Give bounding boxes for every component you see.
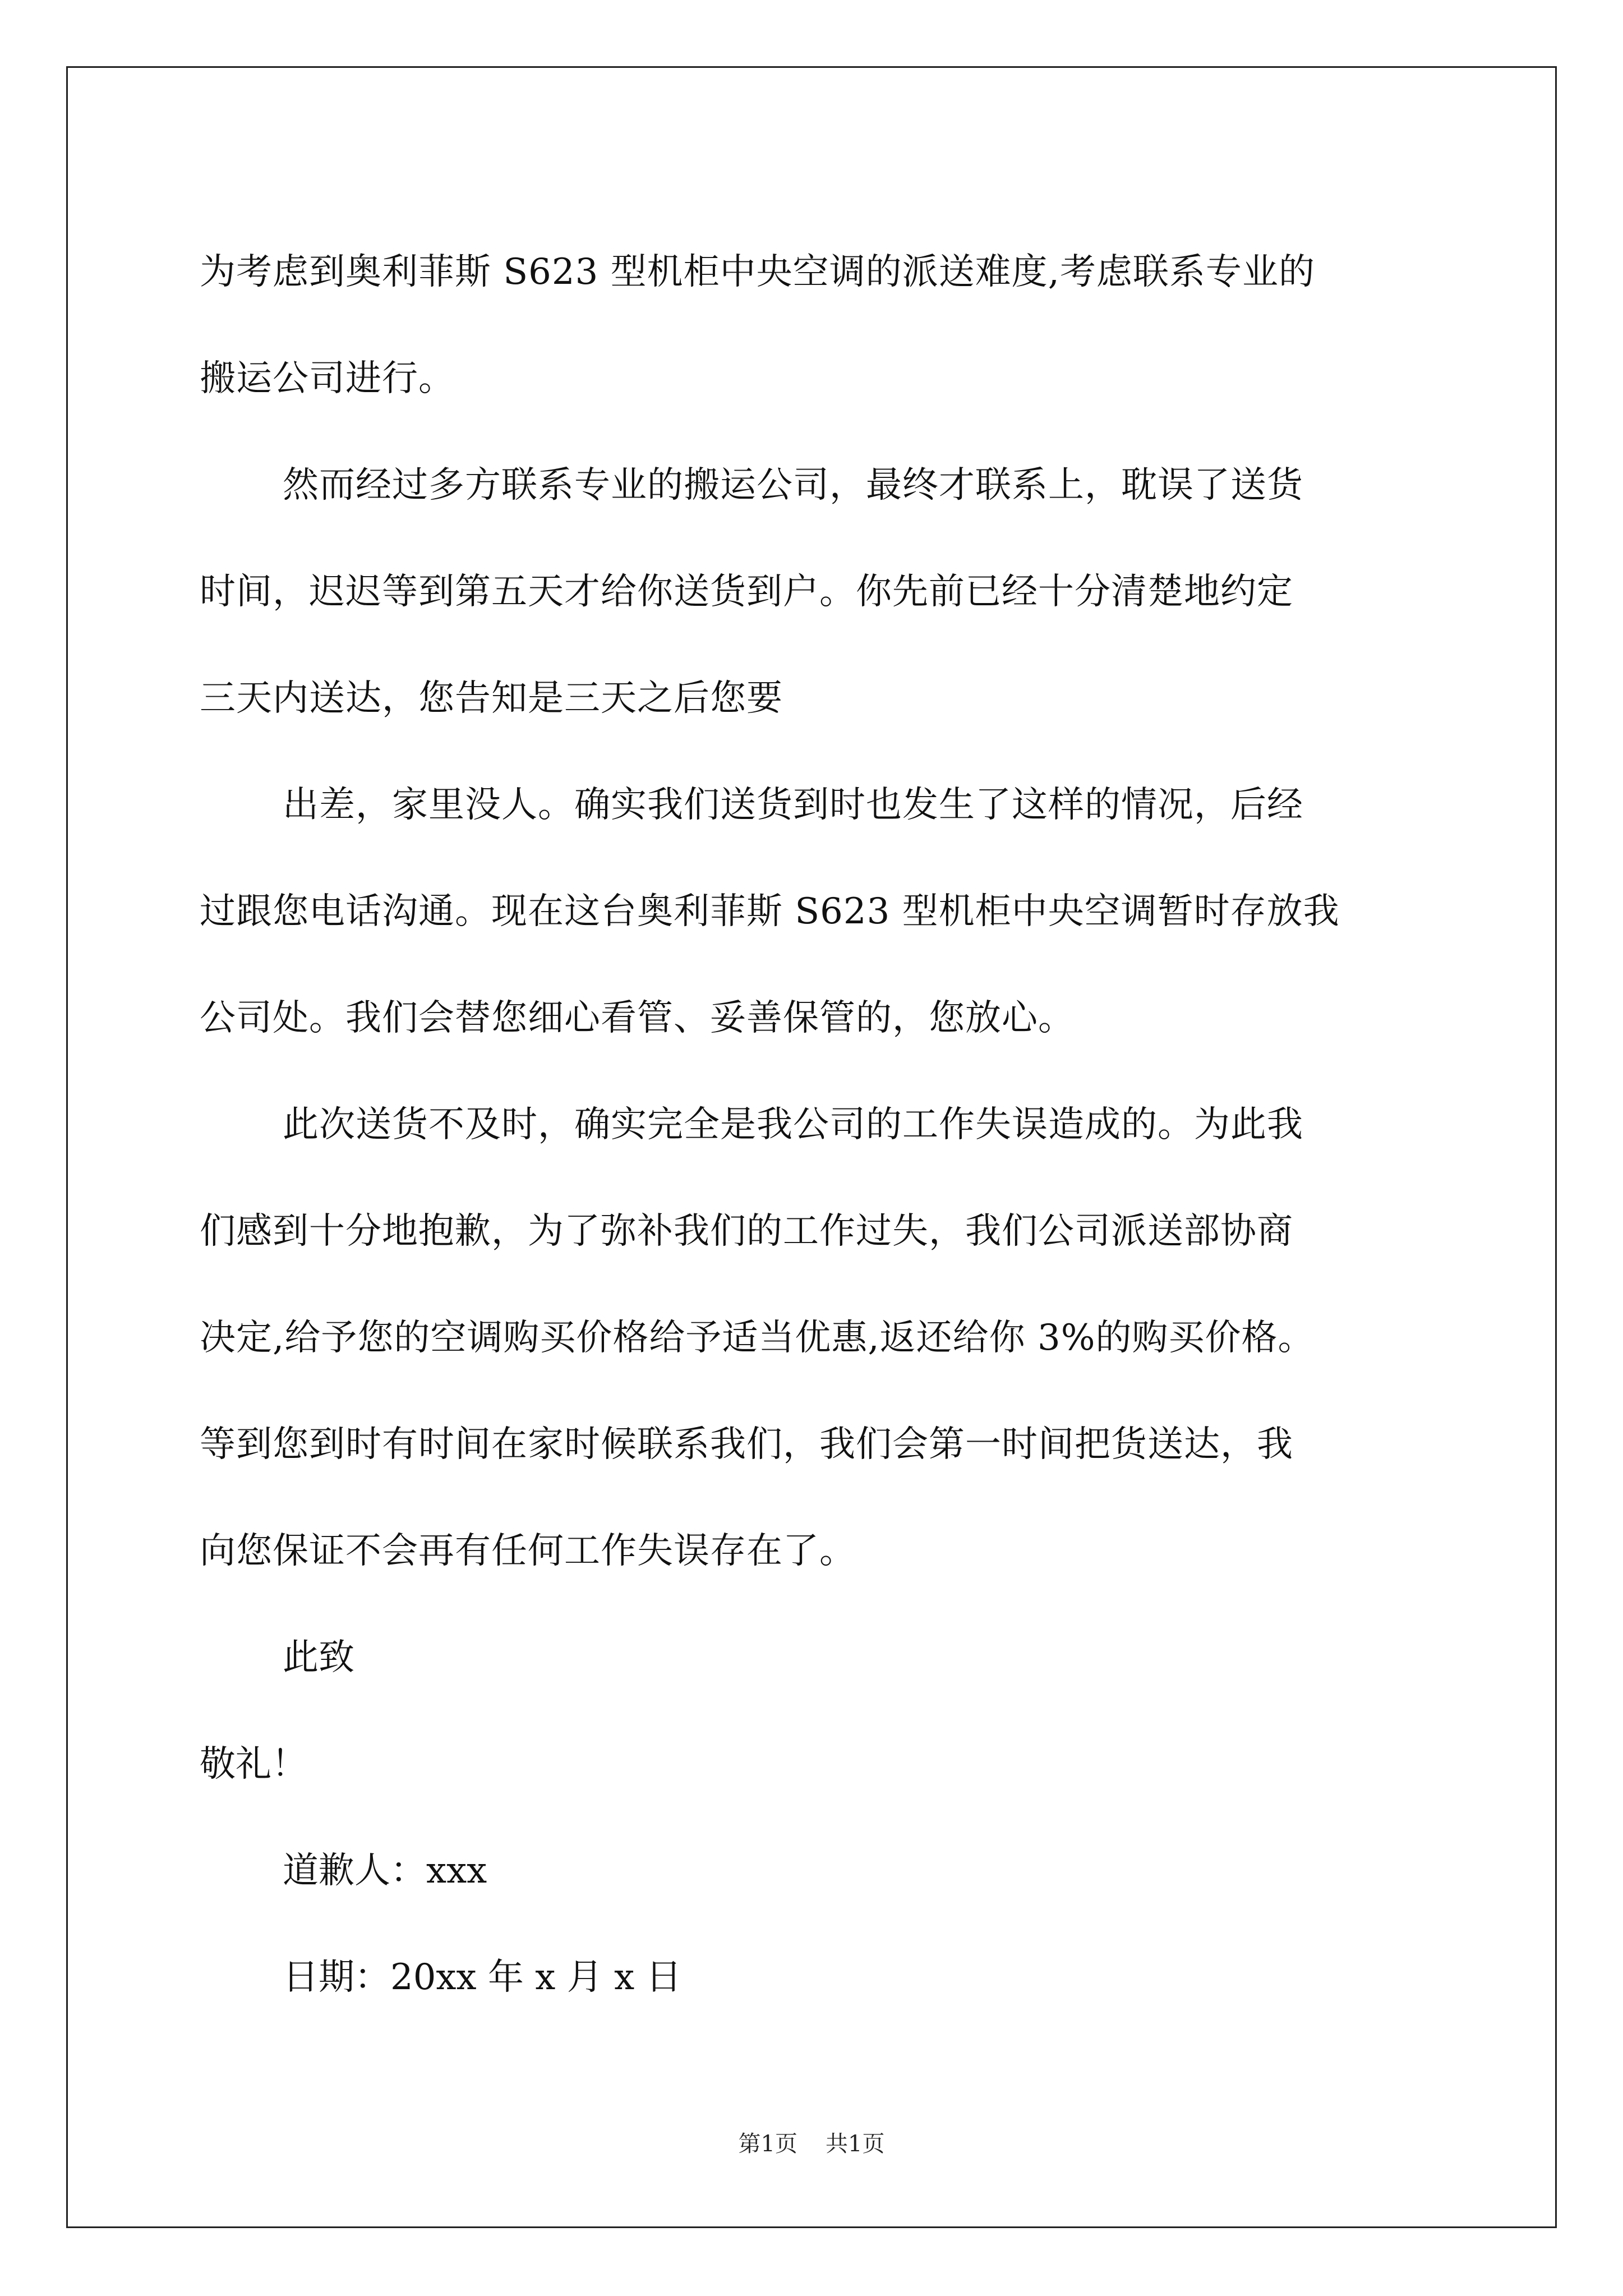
paragraph-1 (200, 219, 1433, 432)
paragraph-line: 们感到十分地抱歉，为了弥补我们的工作过失，我们公司派送部协商 (200, 1211, 1293, 1252)
paragraph-line: 出差，家里没人。确实我们送货到时也发生了这样的情况，后经 (283, 784, 1303, 826)
paragraph-line: 然而经过多方联系专业的搬运公司，最终才联系上，耽误了送货 (283, 464, 1303, 506)
page-footer (0, 2126, 1623, 2158)
regards: 敬礼！ (200, 1743, 307, 1785)
paragraph-line: 过跟您电话沟通。现在这台奥利菲斯 S623 型机柜中央空调暂时存放我 (200, 891, 1340, 932)
page-total: 共1页 (826, 2131, 885, 2157)
paragraph-line: 公司处。我们会替您细心看管、妥善保管的，您放心。 (200, 997, 1075, 1039)
paragraph-line: 向您保证不会再有任何工作失误存在了。 (200, 1530, 856, 1572)
paragraph-line: 决定,给予您的空调购买价格给予适当优惠,返还给你 3%的购买价格。 (200, 1317, 1315, 1359)
paragraph-4 (200, 1071, 1433, 1604)
page-number: 第1页 (738, 2131, 797, 2157)
date-line: 日期：20xx 年 x 月 x 日 (283, 1957, 682, 1998)
paragraph-line: 等到您到时有时间在家时候联系我们，我们会第一时间把货送达，我 (200, 1424, 1293, 1465)
signer: 道歉人：xxx (283, 1850, 487, 1892)
paragraph-2 (200, 432, 1433, 752)
paragraph-line: 时间，迟迟等到第五天才给你送货到户。你先前已经十分清楚地约定 (200, 571, 1293, 613)
paragraph-line: 搬运公司进行。 (200, 358, 455, 399)
paragraph-line: 为考虑到奥利菲斯 S623 型机柜中央空调的派送难度,考虑联系专业的 (200, 251, 1316, 293)
paragraph-3 (200, 752, 1433, 1071)
salutation: 此致 (283, 1637, 354, 1678)
paragraph-line: 三天内送达，您告知是三天之后您要 (200, 678, 783, 719)
document-body (200, 219, 1433, 2031)
paragraph-line: 此次送货不及时，确实完全是我公司的工作失误造成的。为此我 (283, 1104, 1303, 1145)
